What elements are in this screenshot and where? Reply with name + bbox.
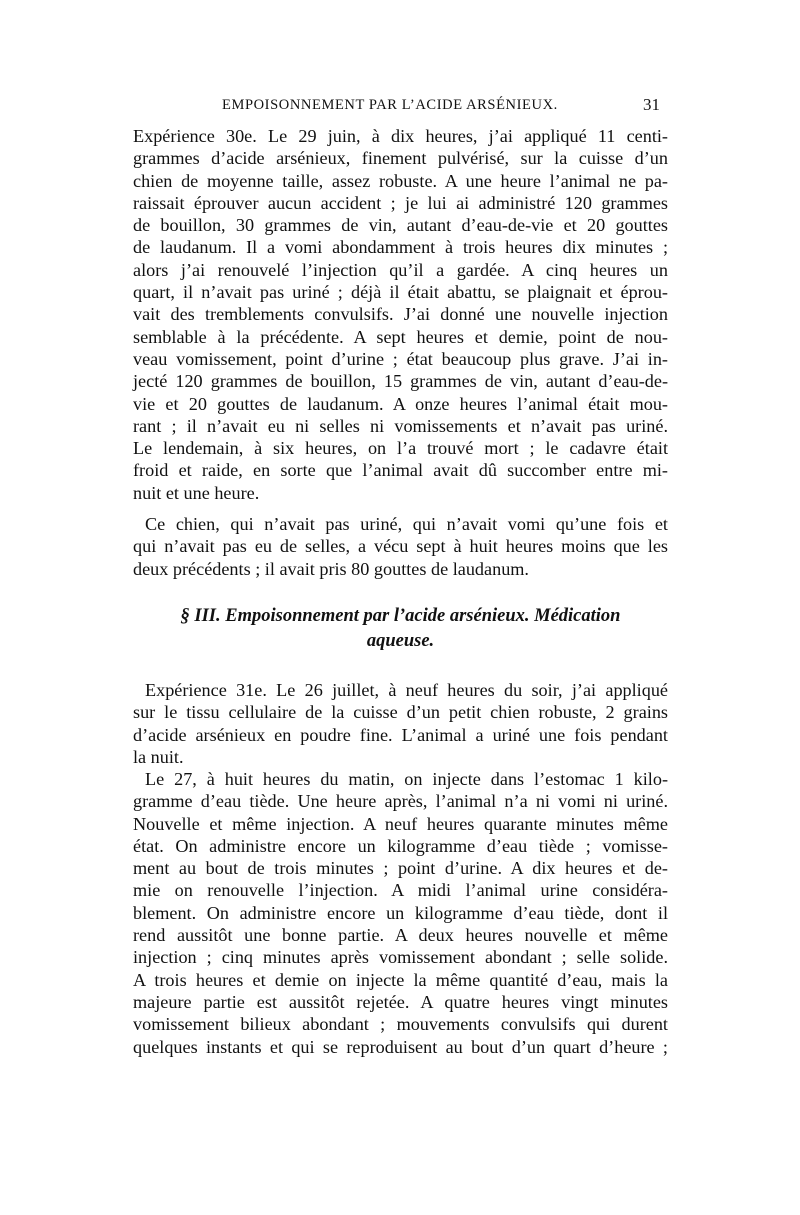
text-line: quelques instants et qui se reproduisent au bout d’un quart d’heure ; [133, 1036, 668, 1057]
text-line: majeure partie est aussitôt rejetée. A quatre heures vingt minutes [133, 991, 668, 1012]
text-line: d’acide arsénieux en poudre fine. L’animal a uriné une fois pendant [133, 724, 668, 745]
page-number: 31 [643, 95, 660, 114]
text-line: qui n’avait pas eu de selles, a vécu sept à huit heures moins que les [133, 536, 668, 557]
text-line: deux précédents ; il avait pris 80 gouttes de laudanum. [133, 558, 529, 579]
text-line: la nuit. [133, 746, 184, 767]
text-line: rant ; il n’avait eu ni selles ni vomissements et n’avait pas uriné. [133, 415, 668, 436]
text-line: froid et raide, en sorte que l’animal avait dû succomber entre mi- [133, 460, 668, 481]
text-line: Le 27, à huit heures du matin, on injecte dans l’estomac 1 kilo- [145, 769, 668, 789]
text-line: quart, il n’avait pas uriné ; déjà il était abattu, se plaignait et éprou- [133, 282, 668, 303]
text-line: raissait éprouver aucun accident ; je lui ai administré 120 grammes [133, 192, 668, 213]
text-line: blement. On administre encore un kilogramme d’eau tiède, dont il [133, 902, 668, 923]
paragraph-experience-31 [133, 679, 668, 768]
section-heading [133, 604, 668, 654]
paragraph-july-27 [133, 768, 668, 1058]
text-line: A trois heures et demie on injecte la même quantité d’eau, mais la [133, 969, 668, 990]
text-line: veau vomissement, point d’urine ; état beaucoup plus grave. J’ai in- [133, 348, 668, 369]
running-header [222, 97, 660, 119]
text-line: Nouvelle et même injection. A neuf heures quarante minutes même [133, 813, 668, 834]
text-line: vomissement bilieux abondant ; mouvements convulsifs qui durent [133, 1014, 668, 1035]
text-line: chien de moyenne taille, assez robuste. A une heure l’animal ne pa- [133, 170, 668, 191]
paragraph-experience-30 [133, 125, 668, 504]
text-line: Expérience 31e. Le 26 juillet, à neuf heures du soir, j’ai appliqué [145, 680, 668, 700]
section-heading-line: aqueuse. [366, 631, 435, 651]
text-line: état. On administre encore un kilogramme d’eau tiède ; vomisse- [133, 835, 668, 856]
text-line: vait des tremblements convulsifs. J’ai donné une nouvelle injection [133, 304, 668, 325]
text-line: rend aussitôt une bonne partie. A deux heures nouvelle et même [133, 925, 668, 946]
running-title: EMPOISONNEMENT PAR L’ACIDE ARSÉNIEUX. [222, 97, 558, 113]
text-line: injection ; cinq minutes après vomissement abondant ; selle solide. [133, 947, 668, 968]
section-heading-line: § III. Empoisonnement par l’acide arsénieux. Médication [180, 606, 621, 626]
text-line: Expérience 30e. Le 29 juin, à dix heures, j’ai appliqué 11 centi- [133, 126, 668, 146]
text-line: semblable à la précédente. A sept heures et demie, point de nou- [133, 326, 668, 347]
text-line: vie et 20 gouttes de laudanum. A onze heures l’animal était mou- [133, 393, 668, 414]
text-line: alors j’ai renouvelé l’injection qu’il a gardée. A cinq heures un [133, 259, 668, 280]
text-line: nuit et une heure. [133, 482, 260, 503]
text-line: Ce chien, qui n’avait pas uriné, qui n’avait vomi qu’une fois et [145, 514, 668, 534]
text-line: Le lendemain, à six heures, on l’a trouvé mort ; le cadavre était [133, 438, 668, 459]
text-line: gramme d’eau tiède. Une heure après, l’animal n’a ni vomi ni uriné. [133, 791, 668, 812]
text-line: mie on renouvelle l’injection. A midi l’animal urine considéra- [133, 880, 668, 901]
text-line: ment au bout de trois minutes ; point d’urine. A dix heures et de- [133, 858, 668, 879]
text-line: de bouillon, 30 grammes de vin, autant d’eau-de-vie et 20 gouttes [133, 215, 668, 236]
text-line: grammes d’acide arsénieux, finement pulvérisé, sur la cuisse d’un [133, 148, 668, 169]
text-line: sur le tissu cellulaire de la cuisse d’un petit chien robuste, 2 grains [133, 702, 668, 723]
paragraph-comment [133, 513, 668, 580]
text-line: jecté 120 grammes de bouillon, 15 grammes de vin, autant d’eau-de- [133, 371, 668, 392]
text-line: de laudanum. Il a vomi abondamment à trois heures dix minutes ; [133, 237, 668, 258]
